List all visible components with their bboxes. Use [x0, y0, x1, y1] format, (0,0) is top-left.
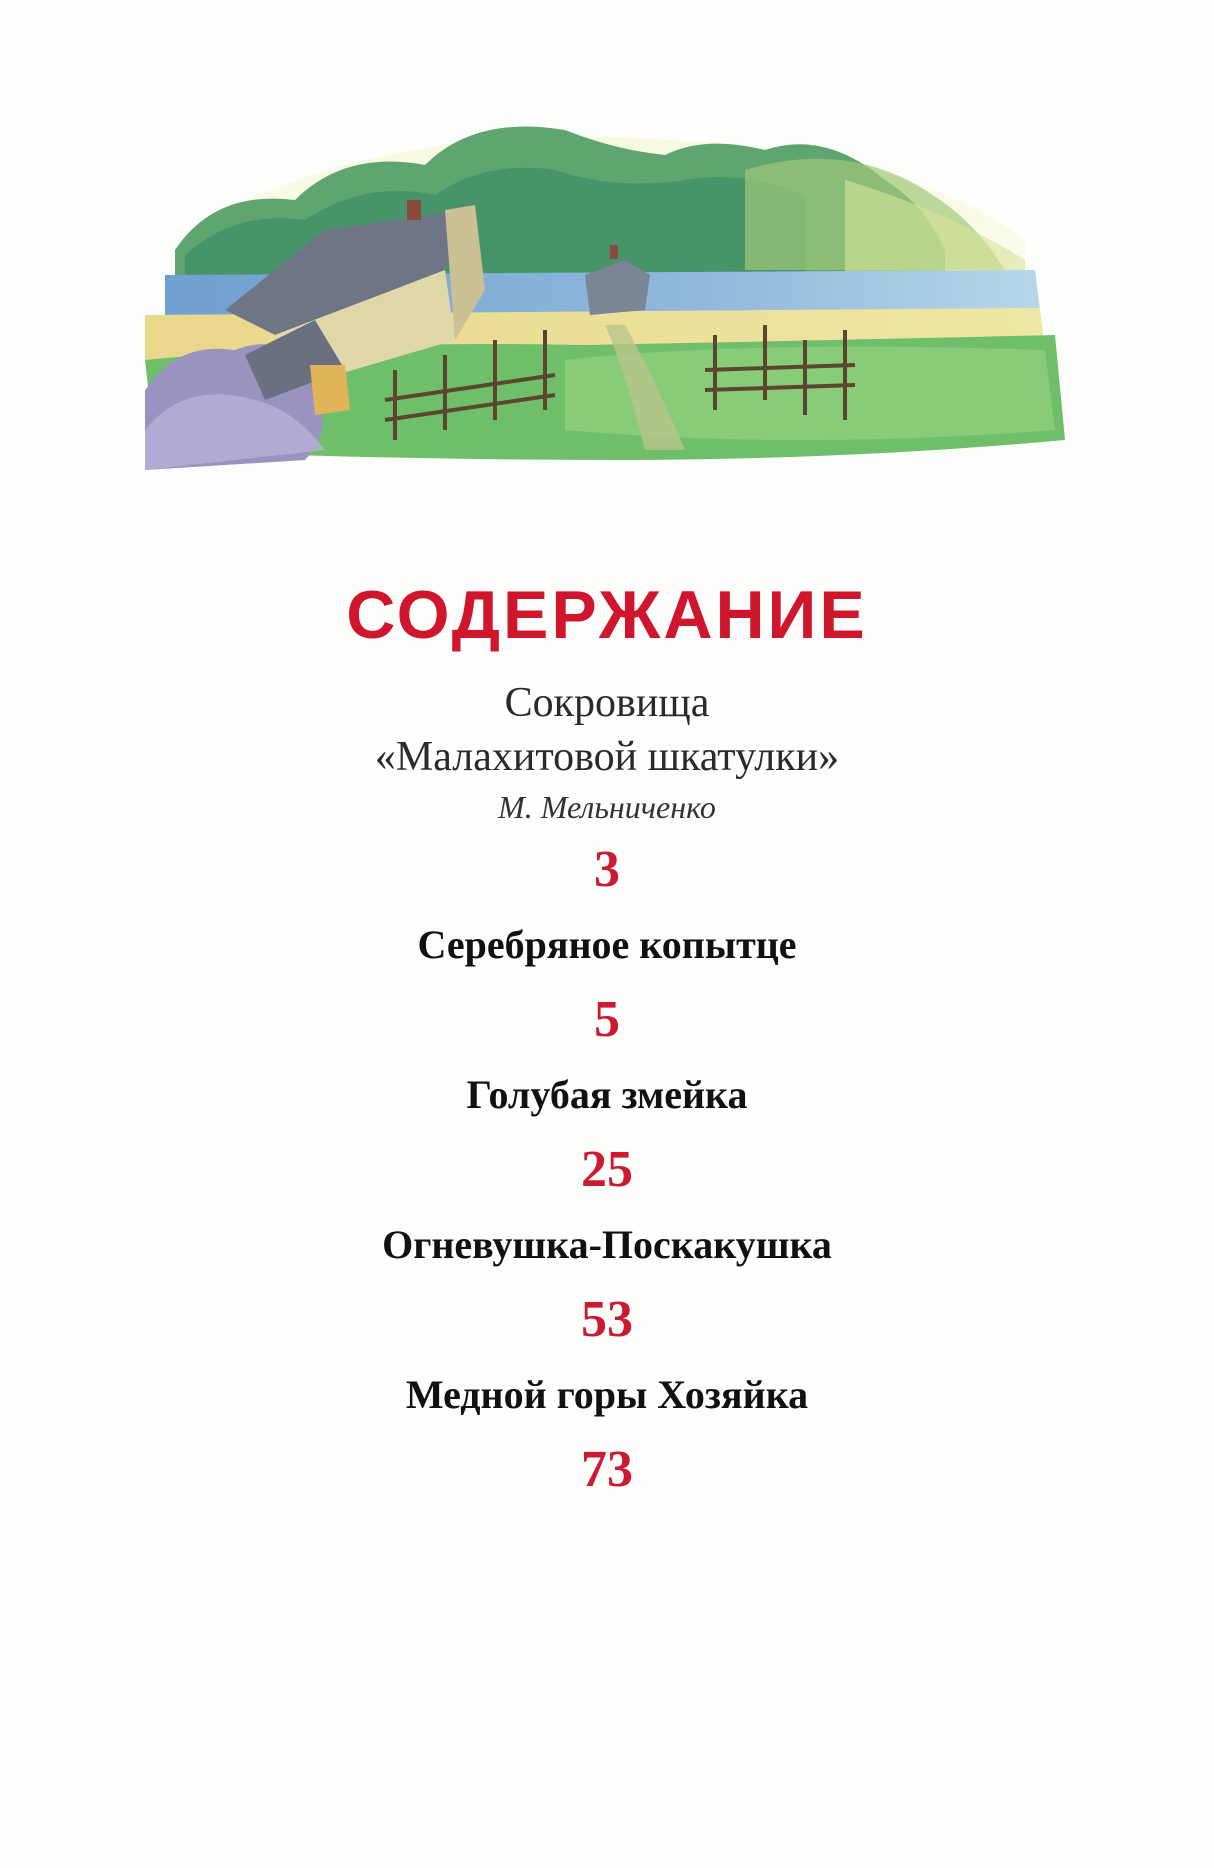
- entry-title: Медной горы Хозяйка: [405, 1372, 809, 1417]
- entry-page-number: 73: [581, 1441, 633, 1498]
- entry-title: Серебряное копытце: [417, 922, 797, 967]
- table-of-contents: [0, 560, 1214, 1510]
- entry-page-number: 53: [581, 1291, 633, 1348]
- toc-entry-serebryanoe-kopyttse[interactable]: [0, 910, 1214, 1060]
- intro-author: М. Мельниченко: [498, 789, 716, 825]
- contents-heading: СОДЕРЖАНИЕ: [346, 577, 868, 653]
- toc-entry-mednoy-gory-khozyayka[interactable]: [0, 1360, 1214, 1510]
- intro-title-line2: «Малахитовой шкатулки»: [374, 734, 840, 780]
- entry-page-number: 5: [594, 991, 620, 1048]
- toc-entry-golubaya-zmeyka[interactable]: [0, 1060, 1214, 1210]
- entry-page-number: 25: [581, 1141, 633, 1198]
- village-landscape-illustration: [145, 110, 1085, 480]
- toc-entry-ognevushka-poskakushka[interactable]: [0, 1210, 1214, 1360]
- intro-page-number: 3: [594, 841, 620, 898]
- intro-entry[interactable]: [0, 676, 1214, 910]
- entry-title: Огневушка-Поскакушка: [382, 1222, 832, 1267]
- intro-title-line1: Сокровища: [504, 680, 710, 726]
- entry-title: Голубая змейка: [466, 1072, 748, 1117]
